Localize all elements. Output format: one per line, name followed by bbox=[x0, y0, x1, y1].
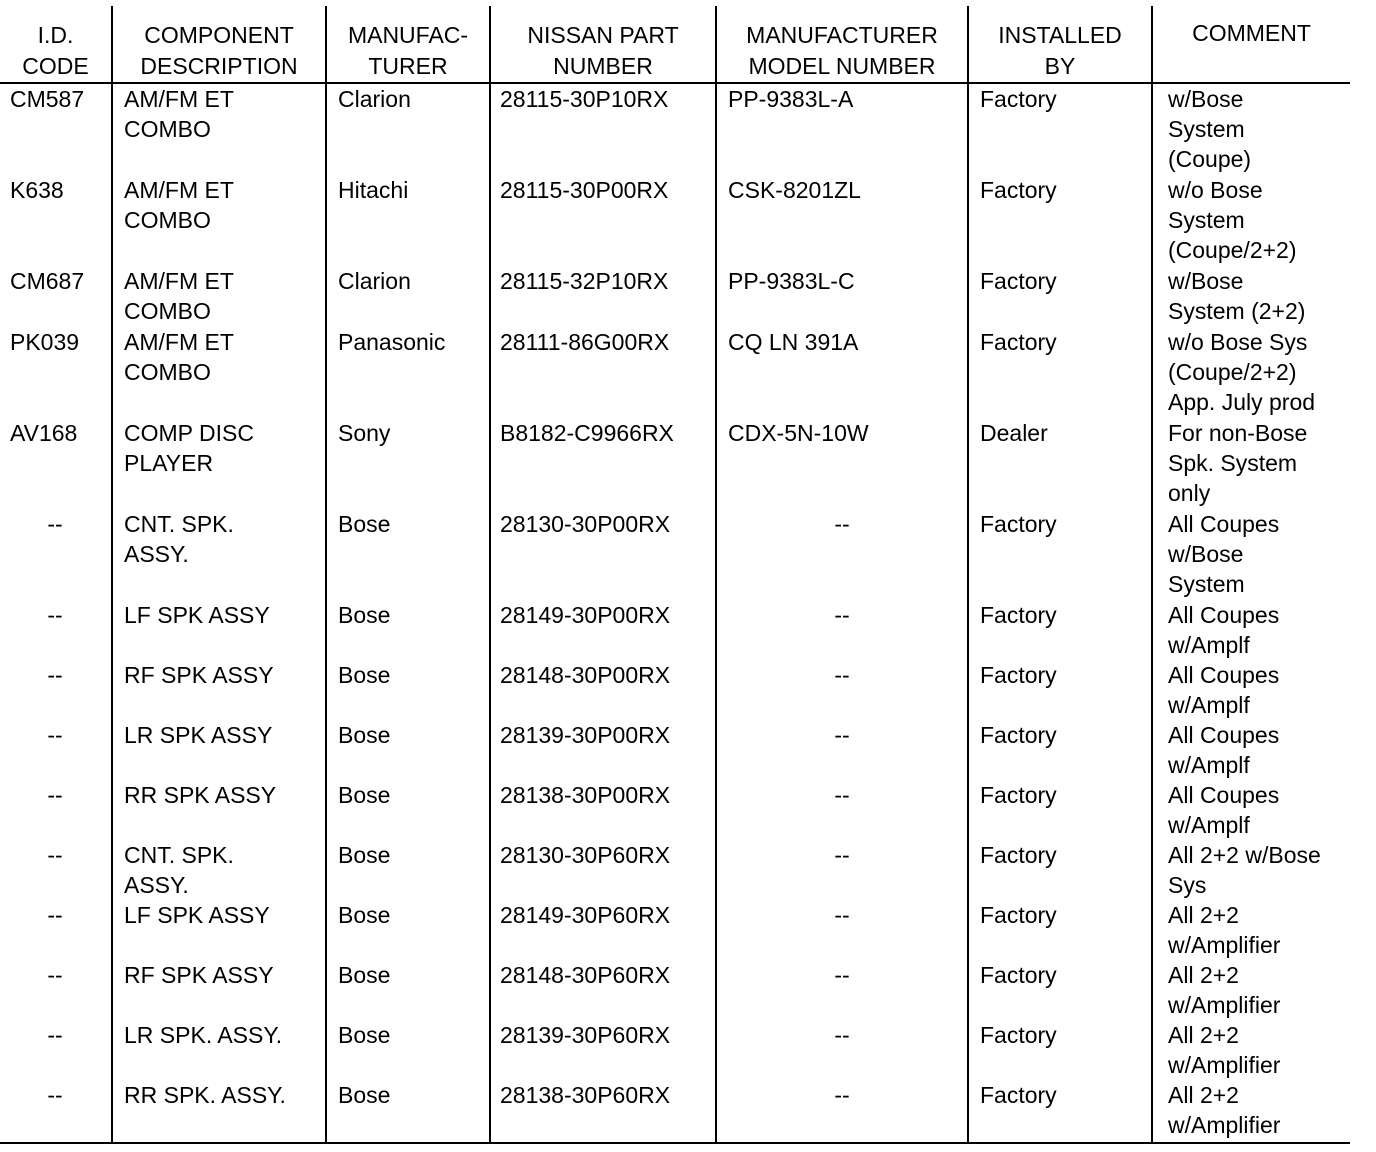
manufacturer-cell: Clarion bbox=[338, 268, 411, 294]
table-bottom-border bbox=[0, 1142, 1350, 1144]
model-number-cell: -- bbox=[834, 602, 850, 628]
comment-cell: All 2+2 w/Amplifier bbox=[1168, 962, 1281, 1018]
component-description-cell: LR SPK ASSY bbox=[124, 722, 273, 748]
id-code-cell: -- bbox=[47, 842, 63, 868]
installed-by-cell: Factory bbox=[980, 268, 1057, 294]
nissan-part-number-cell: 28148-30P60RX bbox=[500, 962, 671, 988]
comment-cell: All Coupes w/Amplf bbox=[1168, 722, 1280, 778]
id-code-cell: -- bbox=[47, 962, 63, 988]
header-installed-by: INSTALLED BY bbox=[998, 22, 1122, 79]
id-code-cell: K638 bbox=[10, 177, 64, 203]
model-number-cell: -- bbox=[834, 1082, 850, 1108]
model-number-cell: -- bbox=[834, 662, 850, 688]
id-code-cell: CM587 bbox=[10, 86, 85, 112]
component-description-cell: LF SPK ASSY bbox=[124, 602, 270, 628]
manufacturer-cell: Bose bbox=[338, 722, 391, 748]
nissan-part-number-cell: 28130-30P60RX bbox=[500, 842, 671, 868]
id-code-cell: -- bbox=[47, 722, 63, 748]
nissan-part-number-cell: 28139-30P60RX bbox=[500, 1022, 671, 1048]
header-comment: COMMENT bbox=[1192, 20, 1311, 46]
nissan-part-number-cell: 28139-30P00RX bbox=[500, 722, 671, 748]
comment-cell: All 2+2 w/Amplifier bbox=[1168, 1082, 1281, 1138]
model-number-cell: -- bbox=[834, 722, 850, 748]
column-divider bbox=[111, 6, 113, 1144]
installed-by-cell: Dealer bbox=[980, 420, 1048, 446]
nissan-part-number-cell: 28149-30P60RX bbox=[500, 902, 671, 928]
component-description-cell: CNT. SPK. ASSY. bbox=[124, 511, 234, 567]
component-description-cell: AM/FM ET COMBO bbox=[124, 177, 234, 233]
installed-by-cell: Factory bbox=[980, 602, 1057, 628]
manufacturer-cell: Bose bbox=[338, 1082, 391, 1108]
model-number-cell: -- bbox=[834, 962, 850, 988]
comment-cell: All Coupes w/Amplf bbox=[1168, 662, 1280, 718]
component-description-cell: LF SPK ASSY bbox=[124, 902, 270, 928]
installed-by-cell: Factory bbox=[980, 1082, 1057, 1108]
id-code-cell: CM687 bbox=[10, 268, 85, 294]
component-description-cell: RF SPK ASSY bbox=[124, 962, 274, 988]
installed-by-cell: Factory bbox=[980, 842, 1057, 868]
id-code-cell: -- bbox=[47, 511, 63, 537]
component-description-cell: AM/FM ET COMBO bbox=[124, 268, 234, 324]
component-description-cell: LR SPK. ASSY. bbox=[124, 1022, 283, 1048]
installed-by-cell: Factory bbox=[980, 722, 1057, 748]
manufacturer-cell: Sony bbox=[338, 420, 391, 446]
model-number-cell: -- bbox=[834, 842, 850, 868]
nissan-part-number-cell: 28115-30P00RX bbox=[500, 177, 669, 203]
manufacturer-cell: Bose bbox=[338, 511, 391, 537]
comment-cell: w/Bose System (2+2) bbox=[1168, 268, 1306, 324]
installed-by-cell: Factory bbox=[980, 1022, 1057, 1048]
manufacturer-cell: Hitachi bbox=[338, 177, 409, 203]
nissan-part-number-cell: 28138-30P00RX bbox=[500, 782, 671, 808]
model-number-cell: -- bbox=[834, 511, 850, 537]
model-number-cell: -- bbox=[834, 902, 850, 928]
model-number-cell: PP-9383L-C bbox=[728, 268, 855, 294]
header-manufacturer: MANUFAC- TURER bbox=[347, 22, 469, 79]
installed-by-cell: Factory bbox=[980, 662, 1057, 688]
installed-by-cell: Factory bbox=[980, 902, 1057, 928]
installed-by-cell: Factory bbox=[980, 329, 1057, 355]
comment-cell: For non-Bose Spk. System only bbox=[1168, 420, 1308, 506]
nissan-part-number-cell: 28111-86G00RX bbox=[500, 329, 670, 355]
manufacturer-cell: Bose bbox=[338, 1022, 391, 1048]
comment-cell: All Coupes w/Amplf bbox=[1168, 602, 1280, 658]
column-divider bbox=[489, 6, 491, 1144]
component-description-cell: AM/FM ET COMBO bbox=[124, 329, 234, 385]
installed-by-cell: Factory bbox=[980, 177, 1057, 203]
component-description-cell: COMP DISC PLAYER bbox=[124, 420, 254, 476]
column-divider bbox=[325, 6, 327, 1144]
comment-cell: w/o Bose System (Coupe/2+2) bbox=[1168, 177, 1297, 263]
id-code-cell: -- bbox=[47, 1022, 63, 1048]
nissan-part-number-cell: 28130-30P00RX bbox=[500, 511, 671, 537]
manufacturer-cell: Bose bbox=[338, 782, 391, 808]
id-code-cell: -- bbox=[47, 602, 63, 628]
column-divider bbox=[1151, 6, 1153, 1144]
model-number-cell: CDX-5N-10W bbox=[728, 420, 869, 446]
installed-by-cell: Factory bbox=[980, 511, 1057, 537]
nissan-part-number-cell: 28115-32P10RX bbox=[500, 268, 669, 294]
id-code-cell: PK039 bbox=[10, 329, 80, 355]
component-description-cell: RR SPK. ASSY. bbox=[124, 1082, 286, 1108]
id-code-cell: -- bbox=[47, 782, 63, 808]
component-description-cell: RR SPK ASSY bbox=[124, 782, 277, 808]
comment-cell: All 2+2 w/Amplifier bbox=[1168, 902, 1281, 958]
nissan-part-number-cell: 28115-30P10RX bbox=[500, 86, 669, 112]
header-component-description: COMPONENT DESCRIPTION bbox=[140, 22, 298, 79]
nissan-part-number-cell: 28148-30P00RX bbox=[500, 662, 671, 688]
comment-cell: All Coupes w/Amplf bbox=[1168, 782, 1280, 838]
column-divider bbox=[967, 6, 969, 1144]
model-number-cell: CSK-8201ZL bbox=[728, 177, 861, 203]
id-code-cell: AV168 bbox=[10, 420, 78, 446]
installed-by-cell: Factory bbox=[980, 962, 1057, 988]
column-divider bbox=[715, 6, 717, 1144]
header-nissan-part-number: NISSAN PART NUMBER bbox=[527, 22, 679, 79]
manufacturer-cell: Bose bbox=[338, 962, 391, 988]
id-code-cell: -- bbox=[47, 1082, 63, 1108]
comment-cell: w/Bose System (Coupe) bbox=[1168, 86, 1252, 172]
header-manufacturer-model-number: MANUFACTURER MODEL NUMBER bbox=[746, 22, 938, 79]
component-description-cell: AM/FM ET COMBO bbox=[124, 86, 234, 142]
installed-by-cell: Factory bbox=[980, 86, 1057, 112]
manufacturer-cell: Bose bbox=[338, 842, 391, 868]
id-code-cell: -- bbox=[47, 662, 63, 688]
manufacturer-cell: Bose bbox=[338, 902, 391, 928]
manufacturer-cell: Panasonic bbox=[338, 329, 446, 355]
manufacturer-cell: Bose bbox=[338, 662, 391, 688]
comment-cell: All 2+2 w/Bose Sys bbox=[1168, 842, 1321, 898]
nissan-part-number-cell: 28149-30P00RX bbox=[500, 602, 671, 628]
nissan-part-number-cell: 28138-30P60RX bbox=[500, 1082, 671, 1108]
comment-cell: All Coupes w/Bose System bbox=[1168, 511, 1280, 597]
comment-cell: w/o Bose Sys (Coupe/2+2) App. July prod bbox=[1168, 329, 1316, 415]
manufacturer-cell: Bose bbox=[338, 602, 391, 628]
model-number-cell: PP-9383L-A bbox=[728, 86, 854, 112]
nissan-part-number-cell: B8182-C9966RX bbox=[500, 420, 674, 446]
model-number-cell: -- bbox=[834, 782, 850, 808]
id-code-cell: -- bbox=[47, 902, 63, 928]
model-number-cell: CQ LN 391A bbox=[728, 329, 859, 355]
header-id-code: I.D. CODE bbox=[22, 22, 89, 79]
model-number-cell: -- bbox=[834, 1022, 850, 1048]
manufacturer-cell: Clarion bbox=[338, 86, 411, 112]
comment-cell: All 2+2 w/Amplifier bbox=[1168, 1022, 1281, 1078]
installed-by-cell: Factory bbox=[980, 782, 1057, 808]
component-description-cell: RF SPK ASSY bbox=[124, 662, 274, 688]
component-description-cell: CNT. SPK. ASSY. bbox=[124, 842, 234, 898]
